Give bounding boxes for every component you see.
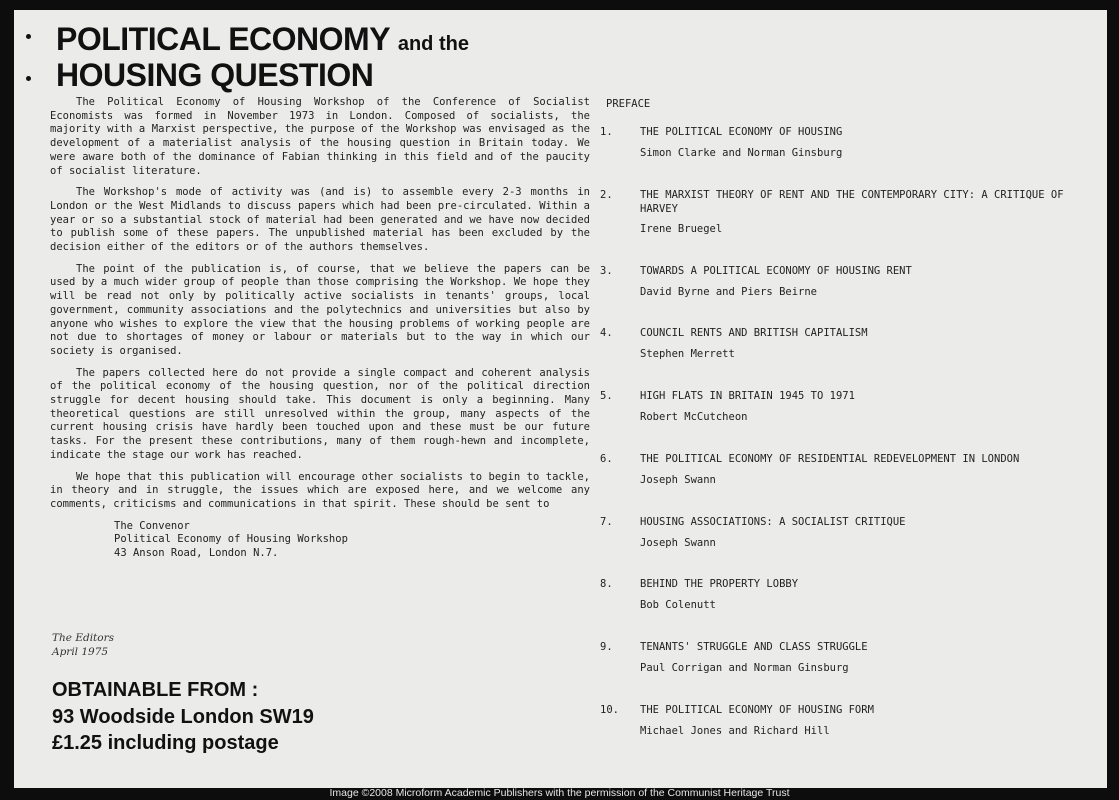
item-number: 8. — [600, 578, 613, 590]
item-authors: Joseph Swann — [640, 536, 716, 549]
item-number: 10. — [600, 704, 619, 716]
margin-dot — [26, 34, 31, 39]
intro-paragraph: The papers collected here do not provide a single compact and coherent analysis of the political economy of the housing question, nor of the political direction struggle for decent housing should take. This document is only a beginning. Many theoretical questions are still unresolved within the group, many aspects of the current housing crisis have hardly been touched upon and these must be our future tasks. For the present these contributions, many of them rough-hewn and incomplete, indicate the stage our work has reached. — [50, 366, 590, 461]
item-number: 6. — [600, 453, 613, 465]
item-title: THE MARXIST THEORY OF RENT AND THE CONTEMPORARY CITY: A CRITIQUE OF HARVEY — [640, 189, 1064, 215]
address-line: 43 Anson Road, London N.7. — [114, 547, 279, 560]
intro-paragraph: We hope that this publication will encourage other socialists to begin to tackle, in theory and in struggle, the issues which are exposed here, and we welcome any comments, criticisms and communications in that spirit. These should be sent to — [50, 470, 590, 510]
intro-paragraph: The Workshop's mode of activity was (and is) to assemble every 2-3 months in London or the West Midlands to discuss papers which had been pre-circulated. Within a year or so a substantial stock of material had been generated and we have now decided to publish some of these papers. The unpublished material has been excluded by the decision either of the editors or of the authors themselves. — [50, 186, 590, 254]
item-authors: Irene Bruegel — [640, 223, 723, 235]
item-title: THE POLITICAL ECONOMY OF RESIDENTIAL REDEVELOPMENT IN LONDON — [640, 453, 1020, 465]
item-number: 5. — [600, 390, 613, 402]
item-title: HOUSING ASSOCIATIONS: A SOCIALIST CRITIQUE — [640, 516, 906, 528]
item-authors: Stephen Merrett — [640, 347, 735, 360]
item-authors: Michael Jones and Richard Hill — [640, 724, 830, 737]
title-and: and the — [397, 33, 469, 55]
item-title: TENANTS' STRUGGLE AND CLASS STRUGGLE — [640, 641, 868, 653]
contents-item — [600, 578, 1090, 612]
contents-item — [600, 704, 1090, 738]
image-credit: Image ©2008 Microform Academic Publishers with the permission of the Communist Heritage Trust — [329, 787, 790, 799]
item-number: 4. — [600, 327, 613, 339]
contents-item — [600, 126, 1090, 160]
item-title: TOWARDS A POLITICAL ECONOMY OF HOUSING RENT — [640, 265, 912, 277]
item-title: COUNCIL RENTS AND BRITISH CAPITALISM — [640, 327, 868, 339]
item-number: 3. — [600, 265, 613, 277]
obtainable-price: £1.25 including postage — [52, 732, 279, 754]
contents-item — [600, 189, 1090, 237]
item-authors: Simon Clarke and Norman Ginsburg — [640, 146, 843, 159]
obtainable-from-block — [52, 677, 314, 757]
signature-date: April 1975 — [52, 645, 109, 658]
item-title: THE POLITICAL ECONOMY OF HOUSING — [640, 126, 843, 138]
item-number: 1. — [600, 126, 613, 138]
editors-signature — [52, 632, 114, 659]
address-line: Political Economy of Housing Workshop — [114, 533, 348, 546]
item-number: 9. — [600, 641, 613, 653]
item-number: 2. — [600, 189, 613, 201]
item-authors: Bob Colenutt — [640, 598, 716, 611]
preface-heading: PREFACE — [606, 98, 651, 110]
item-number: 7. — [600, 516, 613, 528]
contents-item — [600, 327, 1090, 361]
title-line-2: HOUSING QUESTION — [56, 57, 374, 93]
contents-item — [600, 265, 1090, 299]
item-authors: Paul Corrigan and Norman Ginsburg — [640, 661, 849, 674]
contents-item — [600, 641, 1090, 675]
obtainable-heading: OBTAINABLE FROM : — [52, 679, 259, 701]
contents-item — [600, 390, 1090, 424]
intro-paragraph: The Political Economy of Housing Workshop of the Conference of Socialist Economists was formed in November 1973 in London. Composed of socialists, the majority with a Marxist perspective, the purpose of the Workshop was envisaged as the development of a materialist analysis of the housing question in Britain today. We were aware both of the dominance of Fabian thinking in this field and of the paucity of socialist literature. — [50, 96, 590, 177]
contact-address — [114, 520, 590, 561]
title-line-1: POLITICAL ECONOMY — [56, 21, 390, 57]
contents-item — [600, 453, 1090, 487]
item-title: THE POLITICAL ECONOMY OF HOUSING FORM — [640, 704, 874, 716]
margin-dot — [26, 76, 31, 81]
address-line: The Convenor — [114, 519, 190, 532]
item-authors: David Byrne and Piers Beirne — [640, 285, 818, 298]
obtainable-address: 93 Woodside London SW19 — [52, 705, 314, 728]
item-title: HIGH FLATS IN BRITAIN 1945 TO 1971 — [640, 390, 855, 402]
introduction-text — [50, 96, 590, 561]
intro-paragraph: The point of the publication is, of course, that we believe the papers can be used by a much wider group of people than those comprising the Workshop. We hope they will be read not only by politically active socialists in tenants' groups, local government, community associations and the polytechnics and universities but also by anyone who wishes to explore the view that the housing problems of working people are not due to shortages of money or labour or materials but to the way in which our society is organised. — [50, 262, 590, 357]
document-page — [14, 10, 1107, 788]
contents-item — [600, 516, 1090, 550]
item-authors: Robert McCutcheon — [640, 410, 748, 423]
item-title: BEHIND THE PROPERTY LOBBY — [640, 578, 799, 590]
signature-editors: The Editors — [52, 632, 115, 644]
document-title — [56, 21, 469, 93]
item-authors: Joseph Swann — [640, 473, 716, 486]
